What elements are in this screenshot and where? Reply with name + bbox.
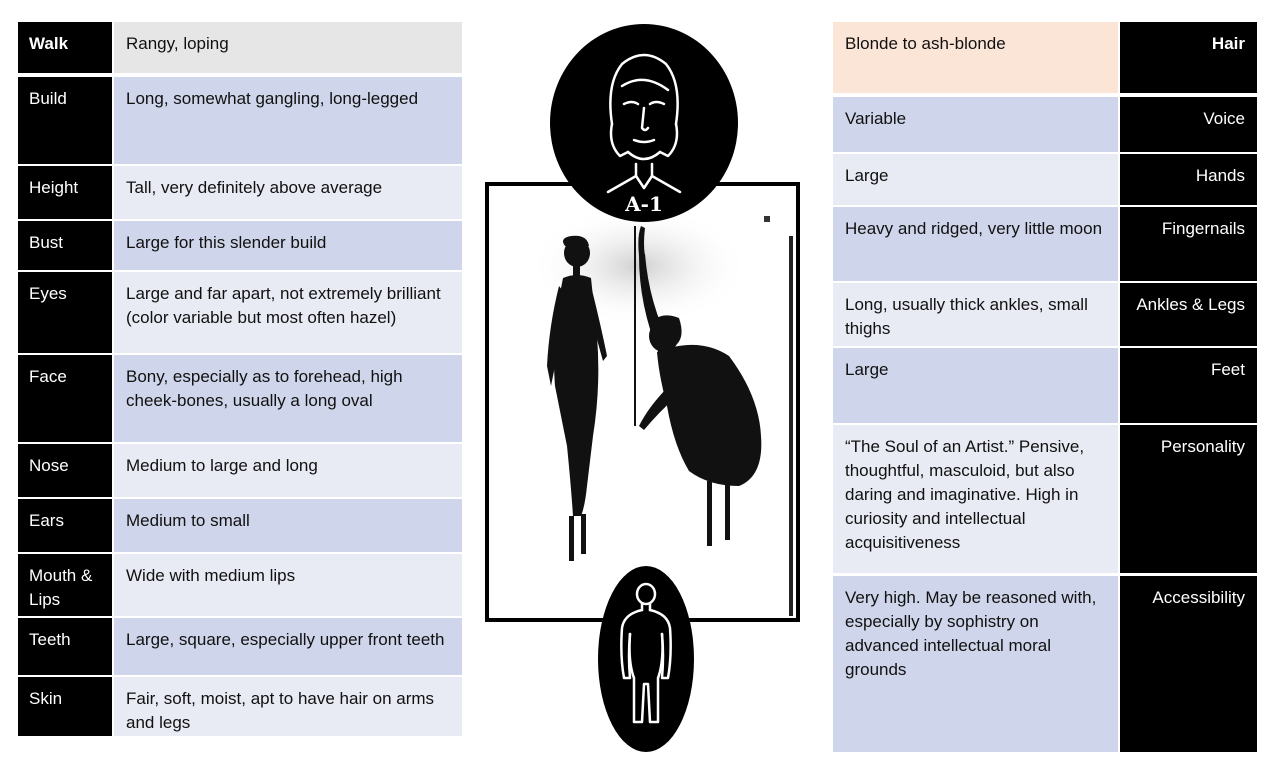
- photo-frame: [485, 182, 800, 622]
- label-skin: Skin: [18, 677, 112, 736]
- value-accessibility: Very high. May be reasoned with, especially by sophistry on advanced intellectual moral grounds: [833, 576, 1118, 752]
- row-walk: [18, 22, 462, 73]
- value-build: Long, somewhat gangling, long-legged: [114, 77, 462, 164]
- row-ears: [18, 499, 462, 552]
- value-ankles-legs: Long, usually thick ankles, small thighs: [833, 283, 1118, 346]
- row-hair: [833, 22, 1257, 93]
- medallion-caption: A-1: [625, 192, 663, 216]
- value-ears: Medium to small: [114, 499, 462, 552]
- label-bust: Bust: [18, 221, 112, 270]
- bottom-medallion: [598, 566, 694, 752]
- row-feet: [833, 348, 1257, 423]
- value-feet: Large: [833, 348, 1118, 423]
- row-voice: [833, 97, 1257, 152]
- two-figures-photo: [489, 186, 796, 618]
- value-height: Tall, very definitely above average: [114, 166, 462, 219]
- right-trait-table: [833, 22, 1257, 752]
- value-hands: Large: [833, 154, 1118, 205]
- value-bust: Large for this slender build: [114, 221, 462, 270]
- row-height: [18, 166, 462, 219]
- left-trait-table: [18, 22, 462, 736]
- value-hair: Blonde to ash-blonde: [833, 22, 1118, 93]
- label-accessibility: Accessibility: [1120, 576, 1257, 752]
- row-hands: [833, 154, 1257, 205]
- row-personality: [833, 425, 1257, 573]
- value-teeth: Large, square, especially upper front teeth: [114, 618, 462, 675]
- row-build: [18, 77, 462, 164]
- row-teeth: [18, 618, 462, 675]
- label-hair: Hair: [1120, 22, 1257, 93]
- value-eyes: Large and far apart, not extremely brilliant (color variable but most often hazel): [114, 272, 462, 353]
- center-illustration: [483, 0, 808, 774]
- row-face: [18, 355, 462, 442]
- label-voice: Voice: [1120, 97, 1257, 152]
- row-accessibility: [833, 576, 1257, 752]
- value-voice: Variable: [833, 97, 1118, 152]
- label-eyes: Eyes: [18, 272, 112, 353]
- label-mouth-lips: Mouth & Lips: [18, 554, 112, 616]
- row-fingernails: [833, 207, 1257, 281]
- label-ears: Ears: [18, 499, 112, 552]
- label-hands: Hands: [1120, 154, 1257, 205]
- value-personality: “The Soul of an Artist.” Pensive, thoughtful, masculoid, but also daring and imaginative. High in curiosity and intellectual acquisitiveness: [833, 425, 1118, 573]
- label-face: Face: [18, 355, 112, 442]
- value-fingernails: Heavy and ridged, very little moon: [833, 207, 1118, 281]
- top-medallion: [550, 24, 738, 222]
- row-eyes: [18, 272, 462, 353]
- label-fingernails: Fingernails: [1120, 207, 1257, 281]
- label-nose: Nose: [18, 444, 112, 497]
- value-nose: Medium to large and long: [114, 444, 462, 497]
- label-height: Height: [18, 166, 112, 219]
- row-bust: [18, 221, 462, 270]
- row-ankles-legs: [833, 283, 1257, 346]
- label-walk: Walk: [18, 22, 112, 73]
- body-silhouette-icon: [598, 566, 694, 752]
- row-mouth-lips: [18, 554, 462, 616]
- value-skin: Fair, soft, moist, apt to have hair on arms and legs: [114, 677, 462, 736]
- label-teeth: Teeth: [18, 618, 112, 675]
- label-personality: Personality: [1120, 425, 1257, 573]
- label-ankles-legs: Ankles & Legs: [1120, 283, 1257, 346]
- row-skin: [18, 677, 462, 736]
- value-mouth-lips: Wide with medium lips: [114, 554, 462, 616]
- label-build: Build: [18, 77, 112, 164]
- label-feet: Feet: [1120, 348, 1257, 423]
- value-walk: Rangy, loping: [114, 22, 462, 73]
- value-face: Bony, especially as to forehead, high cheek-bones, usually a long oval: [114, 355, 462, 442]
- row-nose: [18, 444, 462, 497]
